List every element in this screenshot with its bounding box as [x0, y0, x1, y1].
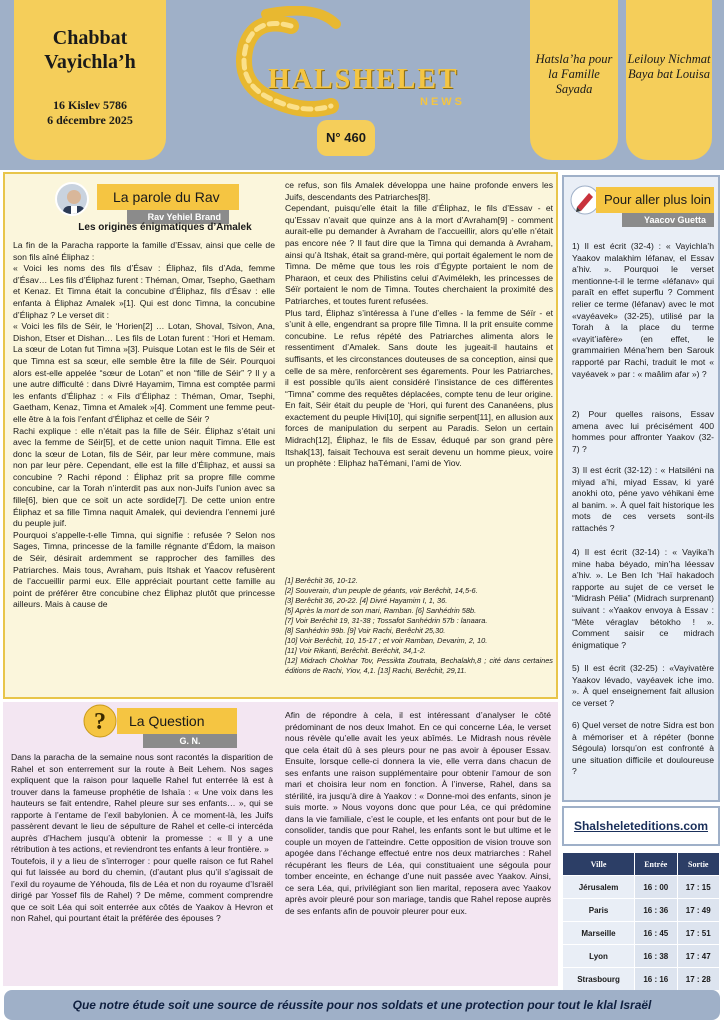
svg-text:?: ?: [94, 709, 106, 735]
paragraph: Dans la paracha de la semaine nous sont racontés la disparition de Rahel et son enterrement sur la route à Beit Lehem. Nos sages expliquent que la raison pour laquelle Rahel fut enterrée là est à trouver dans la fameuse prophétie de Ishaïa : « Une voix dans les hauteurs se fait entendre, Rahel pleure sur ses enfants… », qui se rapporte à l’entame de l’exil babylonien. À ce moment-là, les Juifs passèrent devant le lieu de sépulture de Rahel et celle-ci intercéda auprès d’Hachem jusqu’à obtenir la promesse : « Il y a une rétribution à tes actions, et reviendront tes enfants à leur frontière. »: [11, 752, 273, 854]
sidebar-author: Yaacov Guetta: [622, 213, 714, 227]
rav-author: Rav Yehiel Brand: [127, 210, 229, 224]
city: Paris: [563, 899, 634, 921]
question-3: 3) Il est écrit (32-12) : « Hatsiléni na miyad a’hi, miyad Essav, ki yaré anokhi oto, péne yavo véhikani ème al banim. ». À quel fait historique les mots de ces versets sont-ils rattachés ?: [572, 465, 714, 533]
rav-column-2: [285, 180, 553, 470]
paragraph: Pourquoi s’appelle-t-elle Timna, qui signifie : refusée ? Selon nos Sages, Timna, princesse de la famille régnante d’Édom, la maison de Séir, désirait ardemment se rapprocher des familles des Patriarches. Mais tous, Avraham, puis Itshak et Yaacov refusèrent de l’accueillir parmi eux. Elle appréciait pourtant cette famille au point de préférer être concubine chez Éliphaz plutôt que princesse ailleurs. Mais à cause de: [13, 529, 275, 610]
entry-time: 16 : 45: [635, 922, 676, 944]
paragraph: Cependant, puisqu’elle était la fille d’Éliphaz, le fils d’Essav - et qu’Essav n’avait que quinze ans à la mort d’Avraham[9] - comment aurait-elle pu demander à Avraham de l’accueillir, alors qu’elle n’était pas encore née ? Il faut dire que la Timna qui demanda à Avraham, ainsi qu’à Itshak, était sa grand-mère, qui portait également le nom de Timna. De même que tous les rois d’Égypte portaient le nom de Pharaon, et ceux des Philistins celui d’Avimélekh, les princesses de Séïr portaient le nom de Timna. Toutes cherchaient la proximité des Patriarches, et toutes furent refusées.: [285, 203, 553, 306]
rav-subtitle: Les origines énigmatiques d’Amalek: [78, 222, 252, 233]
shabbat-line1: Chabbat: [52, 27, 128, 49]
rav-avatar: [55, 182, 89, 216]
city: Lyon: [563, 945, 634, 967]
paragraph: Rachi explique : elle n’était pas la fille de Séir. Éliphaz s’était uni avec la femme de Séir[5], et de cette union naquit Timna. Elle est donc la sœur de Lotan, fils de Séir, par leur mère commune, mais non par leur père. Cependant, elle est la fille d’Éliphaz, et aussi sa concubine ? Rachi répond : Éliphaz prit sa propre fille comme concubine, car la Torah n’interdit pas aux non-Juifs l’union avec sa fille[6], bien que ce soit un acte sordide[7]. De cette union entre Éliphaz et sa fille Timna naquit Amalek, qui deviendra l’ennemi juré du peuple juif.: [13, 425, 275, 529]
entry-time: 16 : 38: [635, 945, 676, 967]
exit-time: 17 : 49: [678, 899, 719, 921]
entry-time: 16 : 36: [635, 899, 676, 921]
footnote: [11] Voir Rikanti, Berêchit. Berêchit, 34,1-2.: [285, 646, 426, 655]
dedication-2: Leilouy Nichmat Baya bat Louisa: [627, 52, 711, 81]
question-1: 1) Il est écrit (32-4) : « Vayichla’h Yaakov malakhim léfanav, el Essav a’hiv. ». Pourquoi le verset mentionne-t-il le terme «léfanav» qui paraît en effet superflu ? Comment relier ce terme (léfanav) avec le mot «vayéavek» (32-25), utilisé par la Torah à la place du terme «vayit’iafère» (en effet, le grammairien Ména’hem ben Sarouk rapporté par Rachi, traduit le mot « vayéavek » par : « maâlim afar ») ?: [572, 241, 714, 379]
question-4: 4) Il est écrit (32-14) : « Vayika’h mine haba béyado, min’ha léessav a’hiv. ». Le Ben Ich ‘Haï hakadoch rapporte au sujet de ce verset le “Midrash Pélia” (Midrach surprenant) suivant : «Yaakov envoya à Essav : “Mète véraglav bétokho ! ». Comment saisir ce midrach énigmatique ?: [572, 547, 714, 650]
question-author: G. N.: [143, 734, 237, 748]
question-column-1: [11, 752, 273, 925]
logo-news: NEWS: [420, 96, 465, 108]
question-5: 5) Il est écrit (32-25) : «Vayivatère Yaakov lévado, vayéavek iche imo. ». À quel enseignement fait allusion ce verset ?: [572, 663, 714, 708]
exit-time: 17 : 51: [678, 922, 719, 944]
footnote: [3] Berêchit 36, 20-22. [4] Divré Hayamim I, 1, 36.: [285, 596, 448, 605]
question-article: [3, 702, 558, 986]
footer-banner: Que notre étude soit une source de réussite pour nos soldats et une protection pour tout le klal Israël: [4, 990, 720, 1020]
dedication-1: Hatsla’ha pour la Famille Sayada: [535, 52, 613, 96]
footnote: [5] Après la mort de son mari, Ramban. [6] Sanhédrin 58b.: [285, 606, 477, 615]
header-city: Ville: [563, 853, 634, 875]
paragraph: « Voici les fils de Séir, le ‘Horien[2] … Lotan, Shoval, Tsivon, Ana, Dishon, Etser et Dishan… Les fils de Lotan furent : ‘Hori et Hemam. La sœur de Lotan fut Timna »[3]. Puisque Lotan est le fils de Séir et que Timna est sa sœur, elle semble être la fille de Séir. Pourquoi alors est-elle appelée “sœur de Lotan” et non “fille de Séir” ? Il y a une autre difficulté : dans Divré Hayamim, Timna est comptée parmi les enfants d’Éliphaz : « Fils d’Éliphaz : Théman, Omar, Tsephi, Gaetham, Kenaz, Timna et Amalek »[4]. Comment une femme peut-elle être à la fois l’enfant d’Éliphaz et celle de Séir ?: [13, 321, 275, 424]
rav-column-1: [13, 240, 275, 611]
question-mark-icon: [83, 704, 117, 738]
question-6: 6) Quel verset de notre Sidra est bon à mémoriser et à répéter (bonne Ségoula) lorsqu’on est confronté à une situation difficile et douloureuse ?: [572, 720, 714, 777]
city: Marseille: [563, 922, 634, 944]
paragraph: La fin de la Paracha rapporte la famille d’Essav, ainsi que celle de son fils aîné Éliphaz :: [13, 240, 275, 262]
table-row: [563, 899, 719, 921]
shabbat-line2: Vayichla’h: [44, 51, 136, 73]
table-row: [563, 945, 719, 967]
hebrew-date: 16 Kislev 5786: [53, 98, 127, 112]
footnote: [12] Midrach Chokhar Tov, Pessikta Zoutrata, Bechalakh,8 ; cité dans certaines éditions de Rachi, Yiov, 4,1. [13] Rachi, Berêchit, 29,11.: [285, 656, 553, 675]
table-row: [563, 922, 719, 944]
city: Jérusalem: [563, 876, 634, 898]
exit-time: 17 : 28: [678, 968, 719, 990]
paragraph: Toutefois, il y a lieu de s’interroger : pour quelle raison ce fut Rahel qui fut laissée au bord du chemin, (d’autant plus qu’il s’agissait de l’exil du royaume de Yéhouda, fils de Léa et non du royaume d’Israël dirigé par Yossef fils de Rahel) ? De même, comment comprendre que ce soit Léa qui soit enterrée aux côtés de Yaakov à Hevron et non Rahel, qui pourtant était la préférée des épouses ?: [11, 855, 273, 923]
question-section-title: La Question: [117, 708, 237, 734]
rav-section-title: La parole du Rav: [97, 184, 239, 210]
footnote: [2] Souverain, d’un peuple de géants, voir Berêchit, 14,5-6.: [285, 586, 478, 595]
footnote: [10] Voir Berêchit, 10, 15-17 ; et voir Ramban, Devarim, 2, 10.: [285, 636, 488, 645]
paragraph: Afin de répondre à cela, il est intéressant d’analyser le côté prédominant de nos deux Imahot. En ce qui concerne Léa, le verset nous révèle qu’elle avait les yeux abîmés. Le Midrash nous révèle que cela était dû à ses pleurs pour ne pas avoir à épouser Essav. Ensuite, lorsque celle-ci donnera la vie, elle verra dans chacun de ses enfants une raison supplémentaire pour obtenir l’amour de son mari et choisira leur nom en fonction. À l’inverse, Rahel, dans sa stérilité, ira jusqu’à dire à Yaakov : « Donne-moi des enfants, sinon je suis morte. » Nous voyons donc que pour Léa, ce qui prédomine dans la vie familiale, c’est le couple, et les enfants ont pour but de le consolider, tandis que pour Rahel, les enfants sont le but ultime et le couple un moyen de l’atteindre. Cette opposition de vision trouve son apogée dans l’échange effectué entre nos deux matriarches : Rahel récupérant les fleurs de Léa, qui constituaient une ségoula pour tomber enceinte, en échange d’une nuit passée avec Yaakov. Ainsi, ce sera Léa, qui, privilégiant son lien marital, reposera avec Yaakov après avoir pleuré pour son mariage, tandis que Rahel repose auprès de ses enfants afin de pouvoir pleurer pour eux.: [285, 710, 551, 916]
city: Strasbourg: [563, 968, 634, 990]
paragraph: ce refus, son fils Amalek développa une haine profonde envers les Juifs, descendants des Patriarches[8].: [285, 180, 553, 202]
dedication-tab-1: [530, 0, 618, 160]
table-row: [563, 876, 719, 898]
question-2: 2) Pour quelles raisons, Essav amena avec lui précisément 400 hommes pour affronter Yaakov (32-7) ?: [572, 409, 714, 454]
footnote: [8] Sanhédrin 99b. [9] Voir Rachi, Berêchit 25,30.: [285, 626, 446, 635]
sidebar-questions: [562, 175, 720, 802]
issue-number: N° 460: [317, 120, 375, 156]
rav-article: [3, 172, 558, 699]
paragraph: « Voici les noms des fils d’Ésav : Éliphaz, fils d’Ada, femme d’Ésav… Les fils d’Éliphaz furent : Théman, Omar, Tsepho, Gaetham et Kenaz. Et Timna était la concubine d’Éliphaz, fils d’Ésav : elle enfanta à Éliphaz Amalek »[1]. Qui est donc Timna, la concubine d’Éliphaz ? Le verset dit :: [13, 263, 275, 320]
entry-time: 16 : 16: [635, 968, 676, 990]
table-row: [563, 968, 719, 990]
header-entry: Entrée: [635, 853, 676, 875]
dedication-tab-2: [626, 0, 712, 160]
entry-time: 16 : 00: [635, 876, 676, 898]
question-column-2: [285, 710, 551, 917]
footnotes: [285, 576, 553, 676]
header-exit: Sortie: [678, 853, 719, 875]
shabbat-times-table: [562, 852, 720, 991]
person-icon: [57, 184, 89, 216]
website-link[interactable]: Shalsheleteditions.com: [562, 806, 720, 846]
shabbat-tab: [14, 0, 166, 160]
exit-time: 17 : 15: [678, 876, 719, 898]
shabbat-dates: [14, 98, 166, 128]
footnote: [1] Berêchit 36, 10-12.: [285, 576, 358, 585]
logo-text: HALSHELET: [268, 64, 459, 95]
civil-date: 6 décembre 2025: [47, 113, 133, 127]
shabbat-title: [14, 26, 166, 74]
paragraph: Plus tard, Éliphaz s’intéressa à l’une d’elles - la femme de Séïr - et s’unit à elle, engendrant sa propre fille Timna. Il la prit ensuite comme concubine. Le refus répété des Patriarches alimenta alors le ressentiment d’Amalek. Sans doute les jugeait-il hautains et suffisants, et les circonstances douteuses de sa conception, ainsi que celle de sa mère, renforcèrent ses égarements. Pour les Patriarches, il est possible qu’ils aient considéré l’insistance de ces différentes “Timna” comme des requêtes déplacées, compte tenu de leur origine. En fait, Séir était du peuple de ‘Hori, qui furent des Cananéens, plus exactement du peuple Hivi[10], qui signifie serpent[11], en allusion aux forces de manipulation du serpent au Paradis. Selon un certain Midrach[12], Éliphaz, le fils de Essav, éduqué par son grand père Itshak[13], faisait Techouva est serait devenu un homme pieux, voire un prophète : Eliphaz haTémani, l’ami de Yiov.: [285, 307, 553, 469]
footnote: [7] Voir Berêchit 19, 31-38 ; Tossafot Sanhédrin 57b : lanaara.: [285, 616, 488, 625]
header: [0, 0, 724, 170]
sidebar-section-title: Pour aller plus loin: [596, 187, 714, 213]
exit-time: 17 : 47: [678, 945, 719, 967]
